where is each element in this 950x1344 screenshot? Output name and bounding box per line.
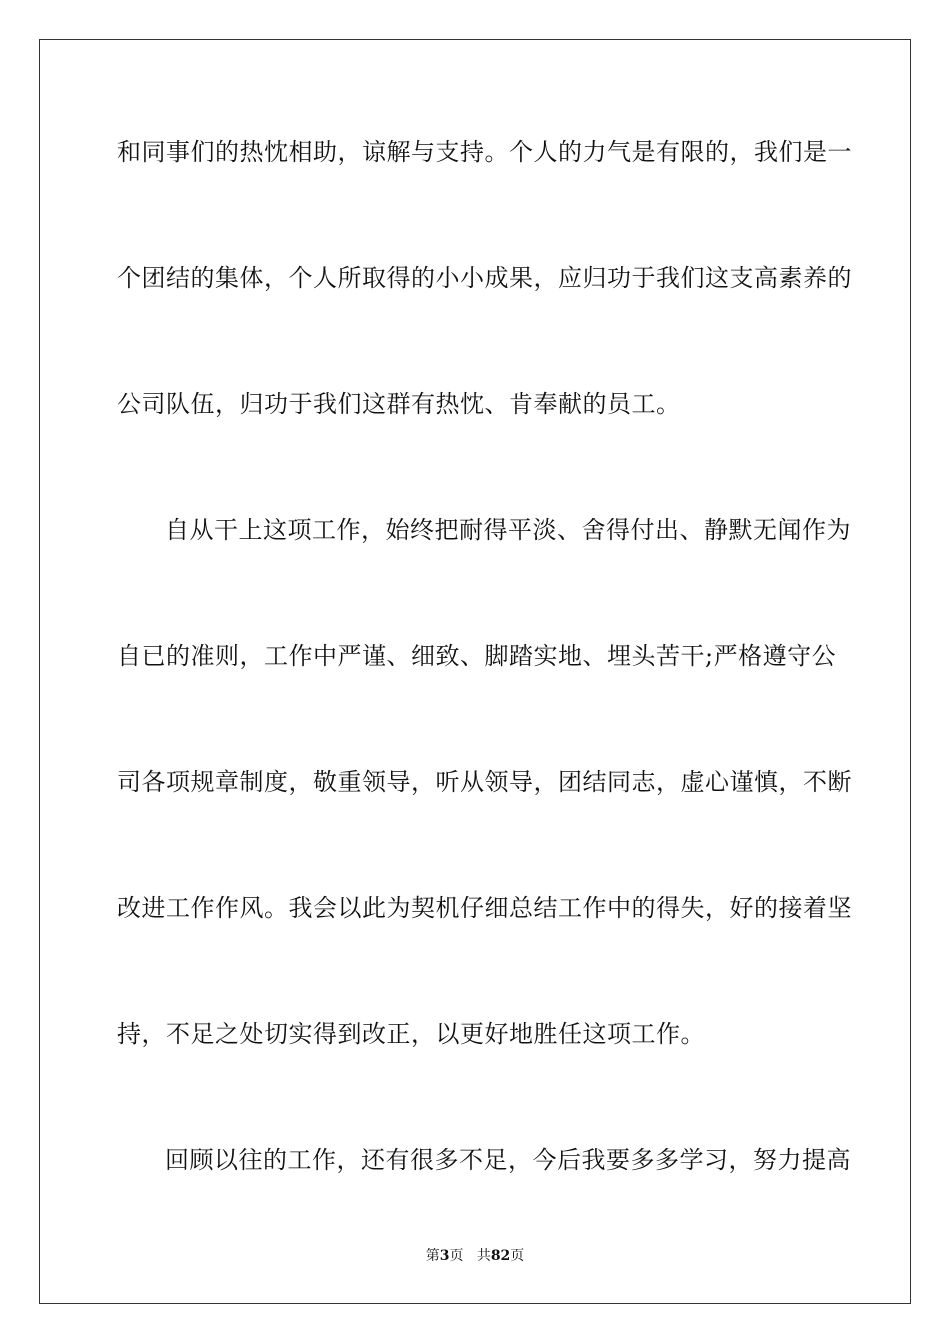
page-suffix: 页 [449, 1248, 464, 1264]
page-prefix: 第 [425, 1248, 440, 1264]
total-prefix: 共 [476, 1248, 491, 1264]
total-suffix: 页 [510, 1248, 525, 1264]
text-line: 改进工作作风。我会以此为契机仔细总结工作中的得失，好的接着坚 [117, 894, 852, 922]
text-line: 个团结的集体，个人所取得的小小成果，应归功于我们这支高素养的 [117, 264, 852, 292]
text-line: 和同事们的热忱相助，谅解与支持。个人的力气是有限的，我们是一 [117, 138, 852, 166]
text-line: 自已的准则，工作中严谨、细致、脚踏实地、埋头苦干;严格遵守公 [117, 642, 837, 670]
page-total: 82 [490, 1248, 511, 1264]
page-current: 3 [439, 1248, 450, 1264]
body-text [117, 126, 852, 1260]
text-line: 公司队伍，归功于我们这群有热忱、肯奉献的员工。 [117, 390, 681, 418]
page-footer [0, 1246, 950, 1266]
text-line: 司各项规章制度，敬重领导，听从领导，团结同志，虚心谨慎，不断 [117, 768, 852, 796]
text-line: 回顾以往的工作，还有很多不足，今后我要多多学习，努力提高 [165, 1146, 851, 1174]
text-line: 持，不足之处切实得到改正，以更好地胜任这项工作。 [117, 1020, 705, 1048]
text-line: 自从干上这项工作，始终把耐得平淡、舍得付出、静默无闻作为 [165, 516, 851, 544]
